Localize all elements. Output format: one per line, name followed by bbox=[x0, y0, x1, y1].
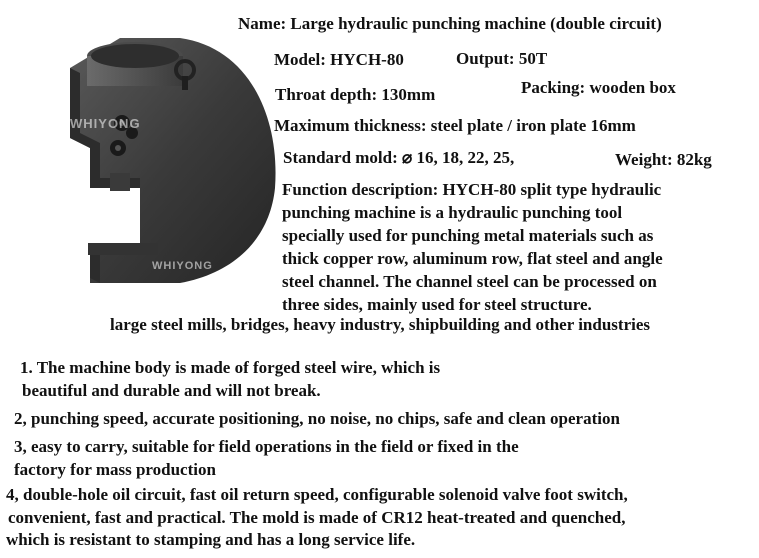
description-line: Function description: HYCH-80 split type hydraulic bbox=[282, 180, 662, 199]
description-line: punching machine is a hydraulic punching tool bbox=[282, 203, 623, 222]
model: Model: HYCH-80 bbox=[274, 50, 404, 69]
description-line: large steel mills, bridges, heavy industry, shipbuilding and other industries bbox=[110, 315, 650, 334]
throat-depth: Throat depth: 130mm bbox=[275, 85, 436, 104]
feature-line: beautiful and durable and will not break. bbox=[22, 381, 321, 400]
feature-line: 1. The machine body is made of forged steel wire, which is bbox=[20, 358, 441, 377]
watermark-top: WHIYONG bbox=[70, 116, 141, 131]
description-line: three sides, mainly used for steel structure. bbox=[282, 295, 592, 314]
product-name: Name: Large hydraulic punching machine (double circuit) bbox=[238, 14, 662, 33]
standard-mold: Standard mold: ⌀ 16, 18, 22, 25, bbox=[283, 148, 515, 167]
feature-line: 3, easy to carry, suitable for field operations in the field or fixed in the bbox=[14, 437, 519, 456]
feature-line: convenient, fast and practical. The mold is made of CR12 heat-treated and quenched, bbox=[8, 508, 626, 527]
feature-line: factory for mass production bbox=[14, 460, 216, 479]
output: Output: 50T bbox=[456, 49, 548, 68]
hydraulic-punch-machine-image bbox=[60, 28, 290, 288]
feature-line: 4, double-hole oil circuit, fast oil return speed, configurable solenoid valve foot switch, bbox=[6, 485, 628, 504]
maximum-thickness: Maximum thickness: steel plate / iron plate 16mm bbox=[274, 116, 636, 135]
packing: Packing: wooden box bbox=[521, 78, 676, 97]
product-photo bbox=[60, 28, 290, 288]
description-line: thick copper row, aluminum row, flat steel and angle bbox=[282, 249, 663, 268]
description-line: specially used for punching metal materials such as bbox=[282, 226, 654, 245]
watermark-bottom: WHIYONG bbox=[152, 260, 213, 272]
description-line: steel channel. The channel steel can be processed on bbox=[282, 272, 657, 291]
feature-line: which is resistant to stamping and has a long service life. bbox=[6, 530, 416, 549]
weight: Weight: 82kg bbox=[615, 150, 712, 169]
feature-line: 2, punching speed, accurate positioning, no noise, no chips, safe and clean operation bbox=[14, 409, 620, 428]
